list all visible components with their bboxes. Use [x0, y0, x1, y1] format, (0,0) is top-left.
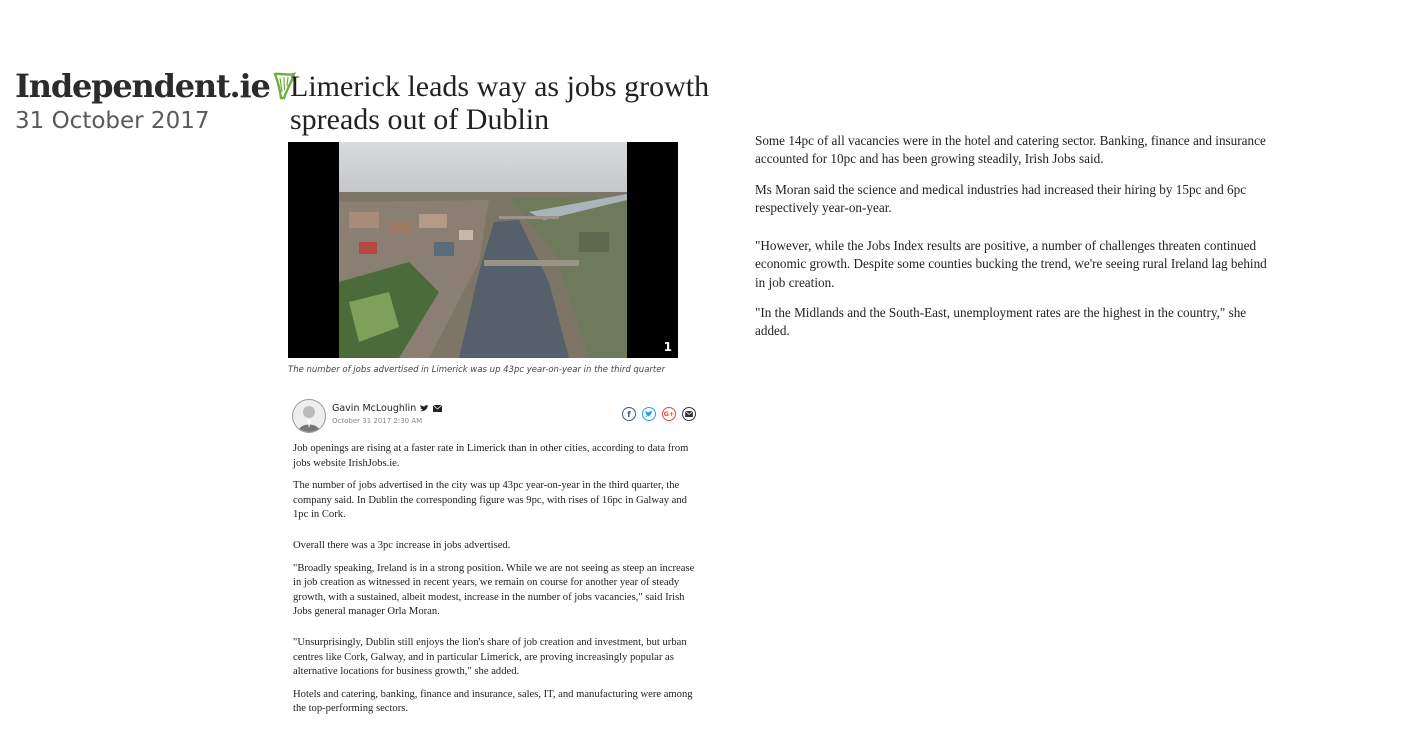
- byline: [292, 399, 696, 433]
- paragraph: "However, while the Jobs Index results are positive, a number of challenges threaten continued economic growth. Despite some counties bucking the trend, we're seeing rural Ireland lag behind in job creation.: [755, 238, 1267, 290]
- share-bar: [622, 407, 696, 421]
- publication-date: 31 October 2017: [15, 108, 210, 134]
- paragraph: Some 14pc of all vacancies were in the hotel and catering sector. Banking, finance and insurance accounted for 10pc and has been growing steadily, Irish Jobs said.: [755, 133, 1266, 167]
- article-body-left: [293, 442, 698, 725]
- twitter-share-icon[interactable]: [642, 407, 656, 421]
- email-icon[interactable]: [433, 405, 442, 412]
- author-line: [332, 403, 442, 414]
- photo-counter[interactable]: [664, 340, 672, 354]
- aerial-city-image: [339, 142, 627, 358]
- author-name[interactable]: Gavin McLoughlin: [332, 403, 417, 414]
- paragraph: "In the Midlands and the South-East, unemployment rates are the highest in the country," she added.: [755, 305, 1247, 339]
- brand-name: Independent.ie: [15, 67, 270, 105]
- photo-count: 1: [663, 340, 672, 354]
- twitter-icon[interactable]: [420, 405, 429, 413]
- masthead: [15, 66, 298, 134]
- paragraph: "Broadly speaking, Ireland is in a strong position. While we are not seeing as steep an increase in job creation as witnessed in recent years, we remain on course for another year of steady growth, with a sustained, albeit modest, increase in the number of jobs vacancies," said Irish Jobs general manager Orla Moran.: [293, 562, 695, 618]
- article-headline: Limerick leads way as jobs growth spreads out of Dublin: [290, 70, 710, 136]
- paragraph: Job openings are rising at a faster rate in Limerick than in other cities, according to data from jobs website IrishJobs.ie.: [293, 443, 689, 469]
- paragraph: Ms Moran said the science and medical industries had increased their hiring by 15pc and 6pc respectively year-on-year.: [755, 181, 1247, 215]
- article-body-right: [755, 132, 1275, 353]
- paragraph: The number of jobs advertised in the city was up 43pc year-on-year in the third quarter, the company said. In Dublin the corresponding figure was 9pc, with rises of 16pc in Galway and 1pc in Cork.: [293, 480, 687, 521]
- article-timestamp: October 31 2017 2:30 AM: [332, 417, 423, 425]
- paragraph: Hotels and catering, banking, finance and insurance, sales, IT, and manufacturing were among the top-performing sectors.: [293, 688, 693, 715]
- author-avatar[interactable]: [292, 399, 326, 433]
- facebook-icon[interactable]: f: [622, 407, 636, 421]
- brand-logo[interactable]: [15, 66, 298, 106]
- paragraph: Overall there was a 3pc increase in jobs advertised.: [293, 539, 511, 551]
- article-photo[interactable]: [288, 142, 678, 358]
- google-plus-icon[interactable]: G+: [662, 407, 676, 421]
- photo-caption: The number of jobs advertised in Limerick was up 43pc year-on-year in the third quarter: [288, 365, 665, 375]
- email-share-icon[interactable]: [682, 407, 696, 421]
- paragraph: "Unsurprisingly, Dublin still enjoys the lion's share of job creation and investment, but urban centres like Cork, Galway, and in particular Limerick, are proving increasingly popular as alternative locations for business growth," she added.: [293, 636, 687, 678]
